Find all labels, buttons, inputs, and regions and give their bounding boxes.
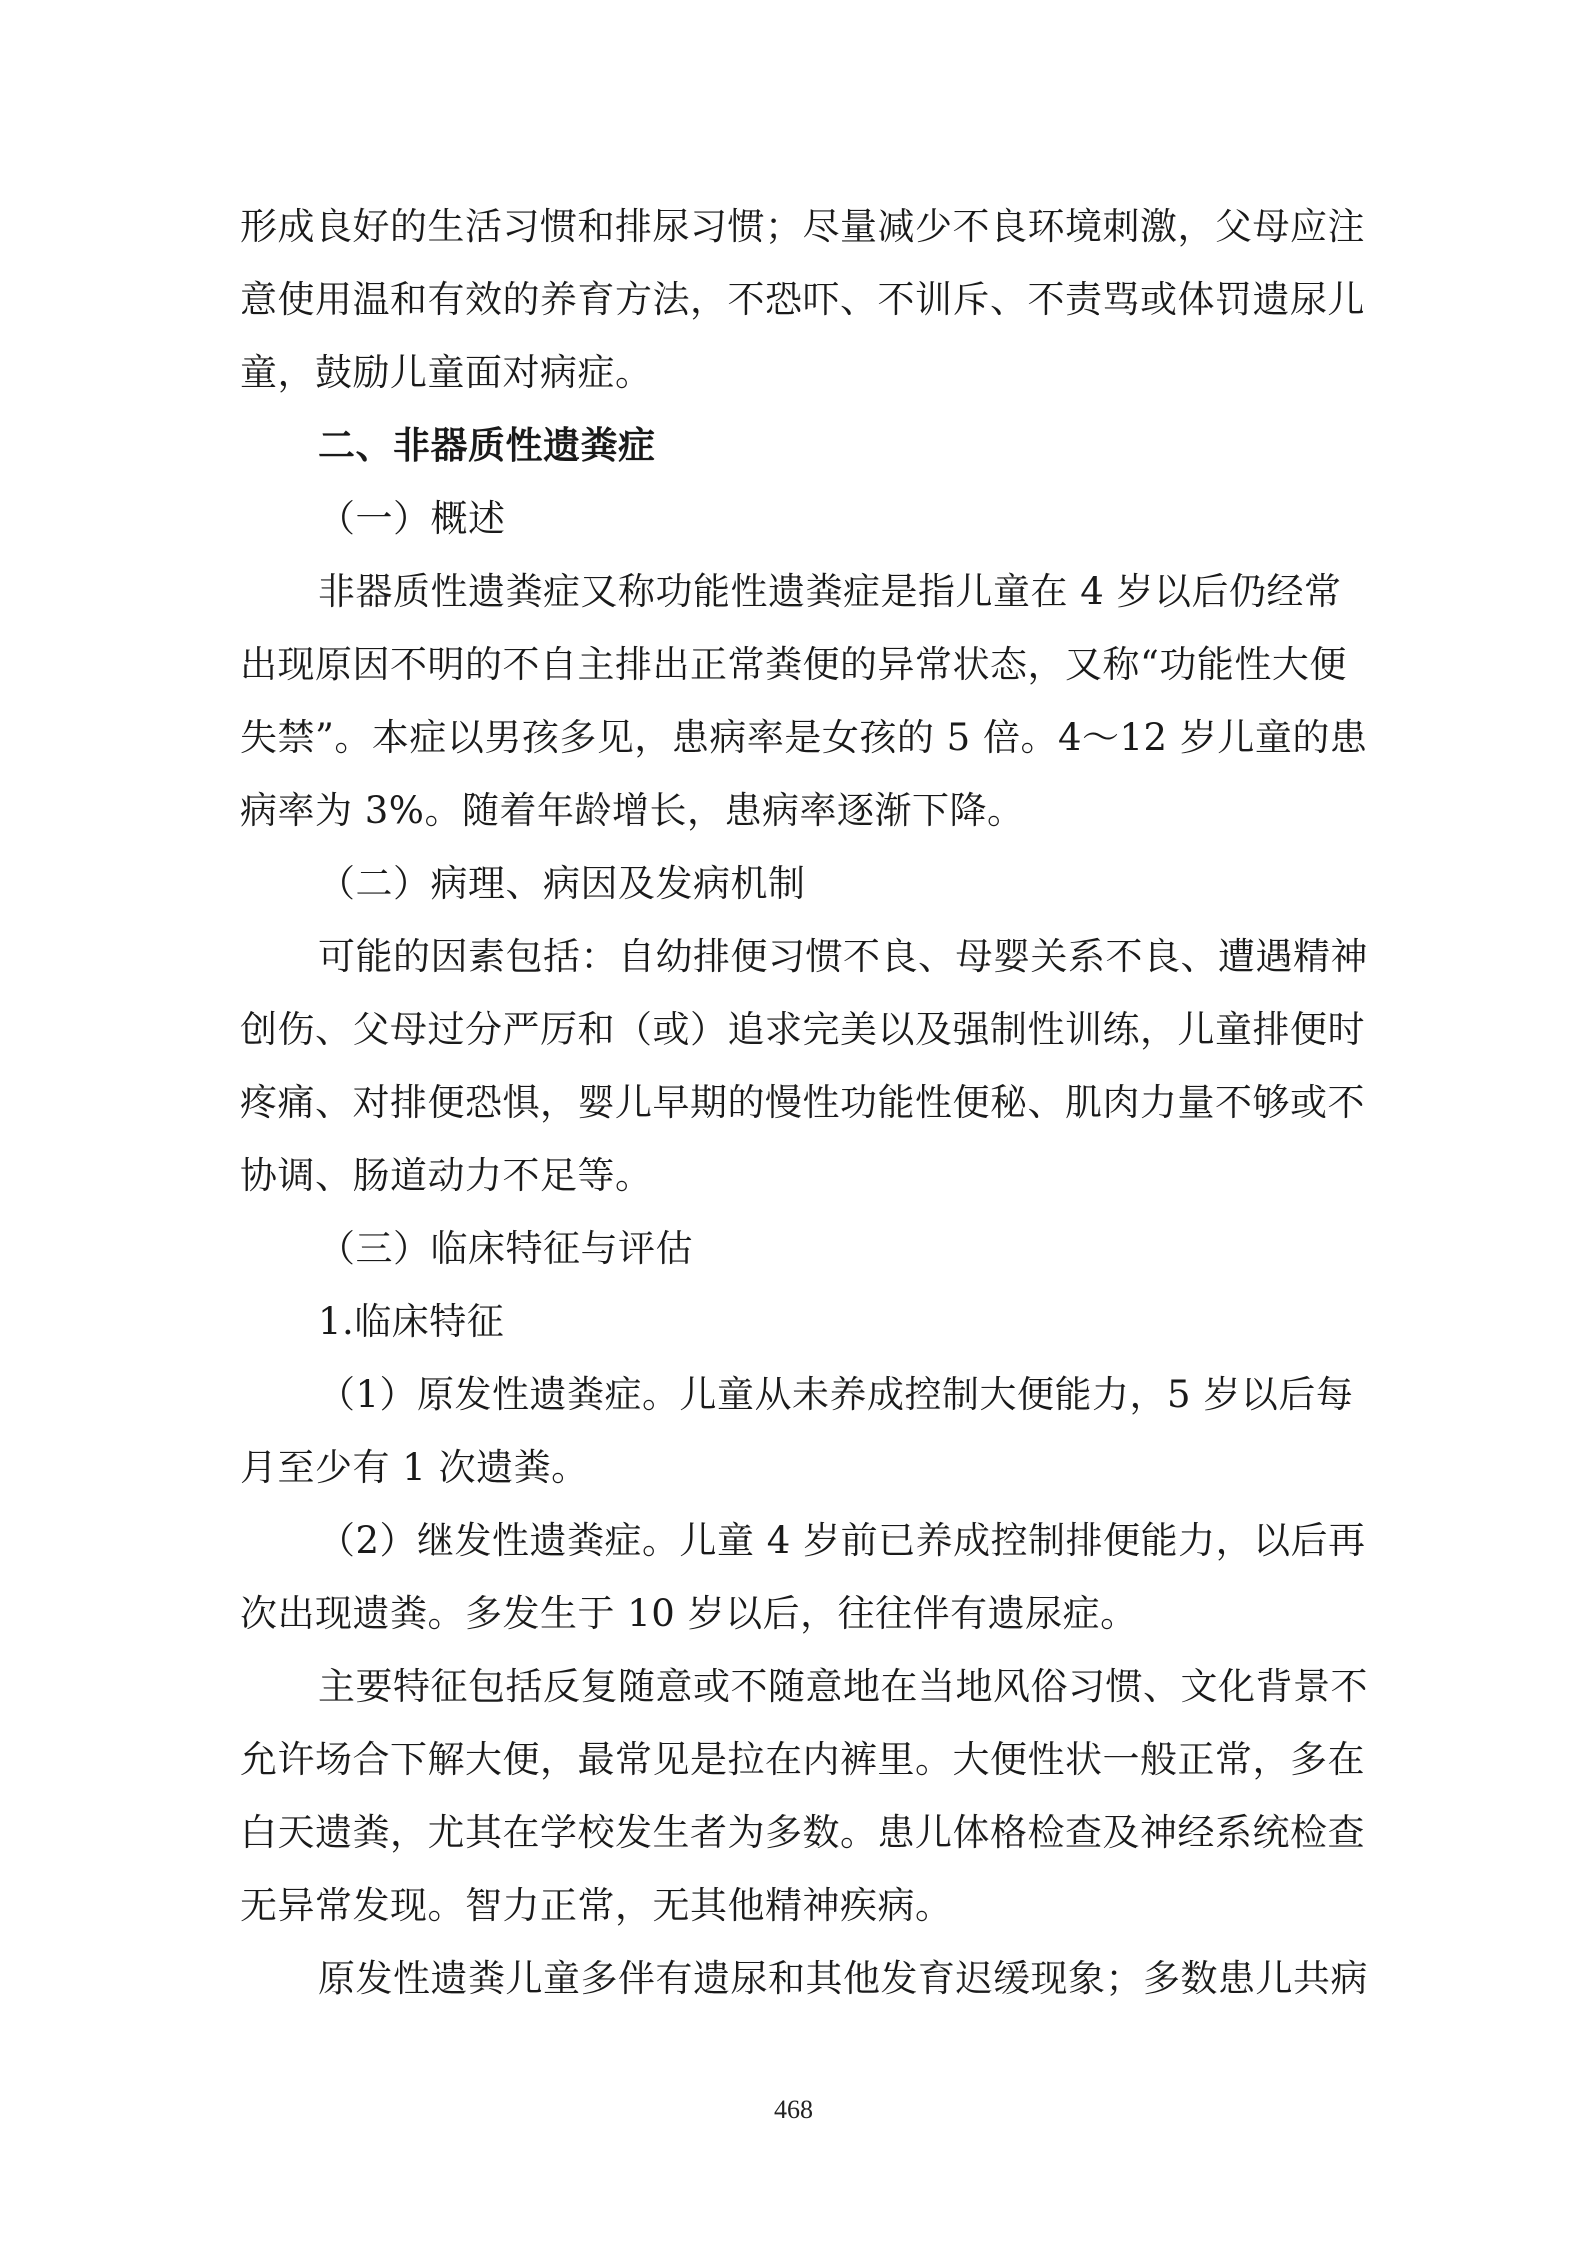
page-body	[240, 190, 1368, 2015]
paragraph-line: 疼痛、对排便恐惧，婴儿早期的慢性功能性便秘、肌肉力量不够或不	[240, 1081, 1365, 1124]
paragraph-line: 失禁”。本症以男孩多见，患病率是女孩的 5 倍。4～12 岁儿童的患	[240, 716, 1368, 759]
paragraph-line: 允许场合下解大便，最常见是拉在内裤里。大便性状一般正常，多在	[240, 1738, 1365, 1781]
paragraph-line: （2）继发性遗粪症。儿童 4 岁前已养成控制排便能力，以后再	[318, 1519, 1366, 1562]
paragraph-line: 主要特征包括反复随意或不随意地在当地风俗习惯、文化背景不	[318, 1665, 1368, 1708]
item-heading: 1.临床特征	[318, 1300, 505, 1343]
paragraph-line: 可能的因素包括：自幼排便习惯不良、母婴关系不良、遭遇精神	[318, 935, 1368, 978]
paragraph-line: 病率为 3%。随着年龄增长，患病率逐渐下降。	[240, 789, 1025, 832]
paragraph-line: 童，鼓励儿童面对病症。	[240, 351, 653, 394]
subsection-heading: （一）概述	[318, 497, 506, 540]
paragraph-line: 协调、肠道动力不足等。	[240, 1154, 653, 1197]
paragraph-line: （1）原发性遗粪症。儿童从未养成控制大便能力，5 岁以后每	[318, 1373, 1354, 1416]
paragraph-line: 原发性遗粪儿童多伴有遗尿和其他发育迟缓现象；多数患儿共病	[318, 1957, 1368, 2000]
paragraph-line: 白天遗粪，尤其在学校发生者为多数。患儿体格检查及神经系统检查	[240, 1811, 1365, 1854]
paragraph-line: 意使用温和有效的养育方法，不恐吓、不训斥、不责骂或体罚遗尿儿	[240, 278, 1365, 321]
paragraph-line: 形成良好的生活习惯和排尿习惯；尽量减少不良环境刺激，父母应注	[240, 205, 1365, 248]
paragraph-line: 出现原因不明的不自主排出正常粪便的异常状态，又称“功能性大便	[240, 643, 1347, 686]
subsection-heading: （三）临床特征与评估	[318, 1227, 693, 1270]
paragraph-line: 无异常发现。智力正常，无其他精神疾病。	[240, 1884, 953, 1927]
section-heading: 二、非器质性遗粪症	[318, 424, 656, 467]
paragraph-line: 次出现遗粪。多发生于 10 岁以后，往往伴有遗尿症。	[240, 1592, 1138, 1635]
paragraph-line: 创伤、父母过分严厉和（或）追求完美以及强制性训练，儿童排便时	[240, 1008, 1365, 1051]
subsection-heading: （二）病理、病因及发病机制	[318, 862, 806, 905]
paragraph-line: 月至少有 1 次遗粪。	[240, 1446, 589, 1489]
paragraph-line: 非器质性遗粪症又称功能性遗粪症是指儿童在 4 岁以后仍经常	[318, 570, 1342, 613]
page-number: 468	[774, 2095, 813, 2124]
